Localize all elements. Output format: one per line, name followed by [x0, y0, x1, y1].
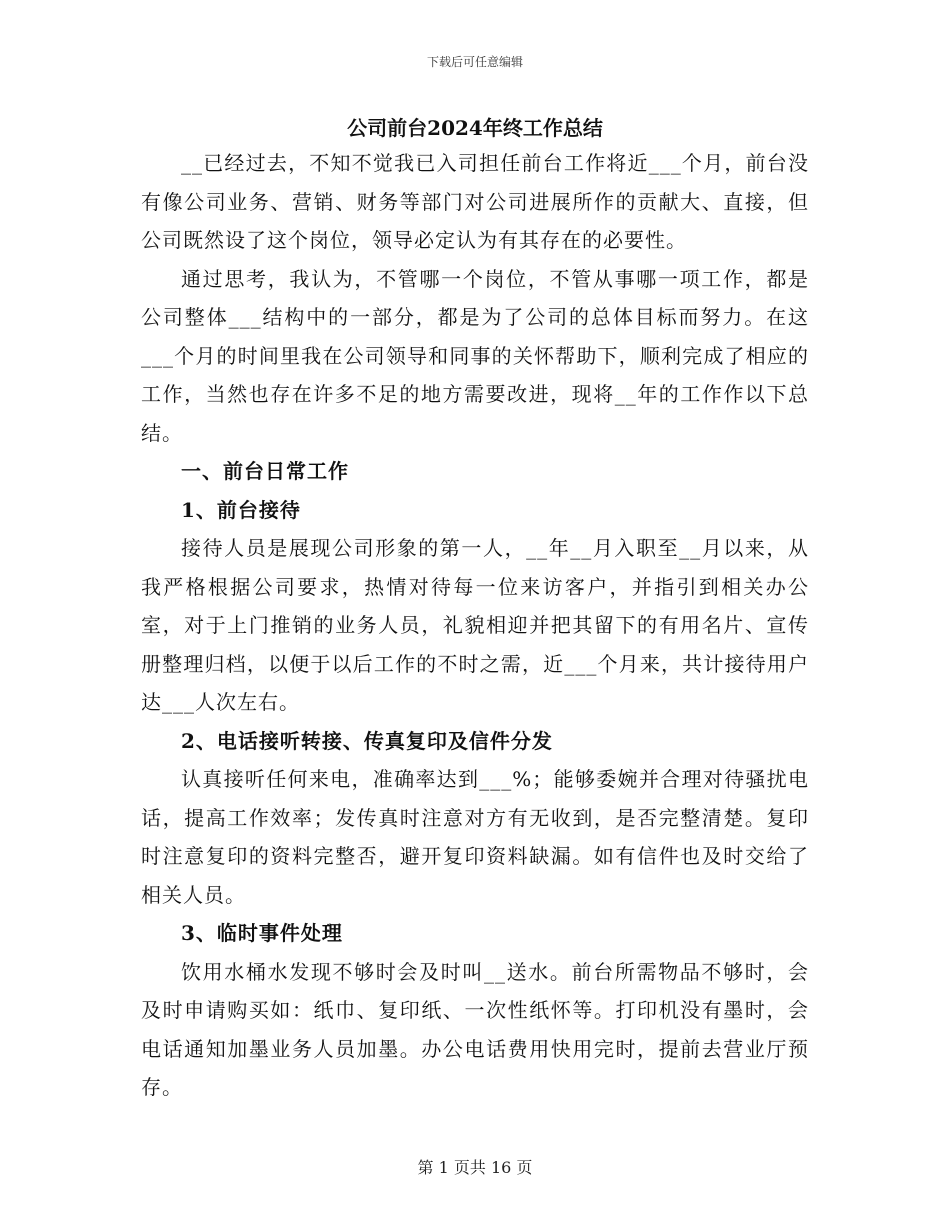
reception-paragraph: 接待人员是展现公司形象的第一人，__年__月入职至__月以来，从我严格根据公司要求，热情对待每一位来访客户，并指引到相关办公室，对于上门推销的业务人员，礼貌相迎并把其留下的有用名片、宣传册整理归档，以便于以后工作的不时之需，近___个月来，共计接待用户达___人次左右。: [141, 536, 809, 714]
subsection-heading-phone-fax: 2、电话接听转接、传真复印及信件分发: [181, 728, 553, 753]
subsection-heading-incidents: 3、临时事件处理: [181, 921, 343, 945]
document-title: 公司前台2024年终工作总结: [347, 116, 603, 140]
page-number: 第 1 页共 16 页: [417, 1158, 533, 1177]
intro-paragraph-1: __已经过去，不知不觉我已入司担任前台工作将近___个月，前台没有像公司业务、营销、财务等部门对公司进展所作的贡献大、直接，但公司既然设了这个岗位，领导必定认为有其存在的必要性。: [141, 151, 809, 252]
section-heading-daily-work: 一、前台日常工作: [181, 459, 349, 483]
incidents-paragraph: 饮用水桶水发现不够时会及时叫__送水。前台所需物品不够时，会及时申请购买如：纸巾、复印纸、一次性纸怀等。打印机没有墨时，会电话通知加墨业务人员加墨。办公电话费用快用完时，提前去营业厅预存。: [141, 959, 809, 1099]
phone-fax-paragraph: 认真接听任何来电，准确率达到___%；能够委婉并合理对待骚扰电话，提高工作效率；发传真时注意对方有无收到，是否完整清楚。复印时注意复印的资料完整否，避开复印资料缺漏。如有信件也及时交给了相关人员。: [141, 767, 809, 907]
subsection-heading-reception: 1、前台接待: [181, 497, 301, 522]
intro-paragraph-2: 通过思考，我认为，不管哪一个岗位，不管从事哪一项工作，都是公司整体___结构中的一部分，都是为了公司的总体目标而努力。在这___个月的时间里我在公司领导和同事的关怀帮助下，顺利完成了相应的工作，当然也存在许多不足的地方需要改进，现将__年的工作作以下总结。: [141, 266, 809, 445]
page-header-note: 下载后可任意编辑: [426, 55, 523, 69]
document-body: [141, 144, 809, 1107]
